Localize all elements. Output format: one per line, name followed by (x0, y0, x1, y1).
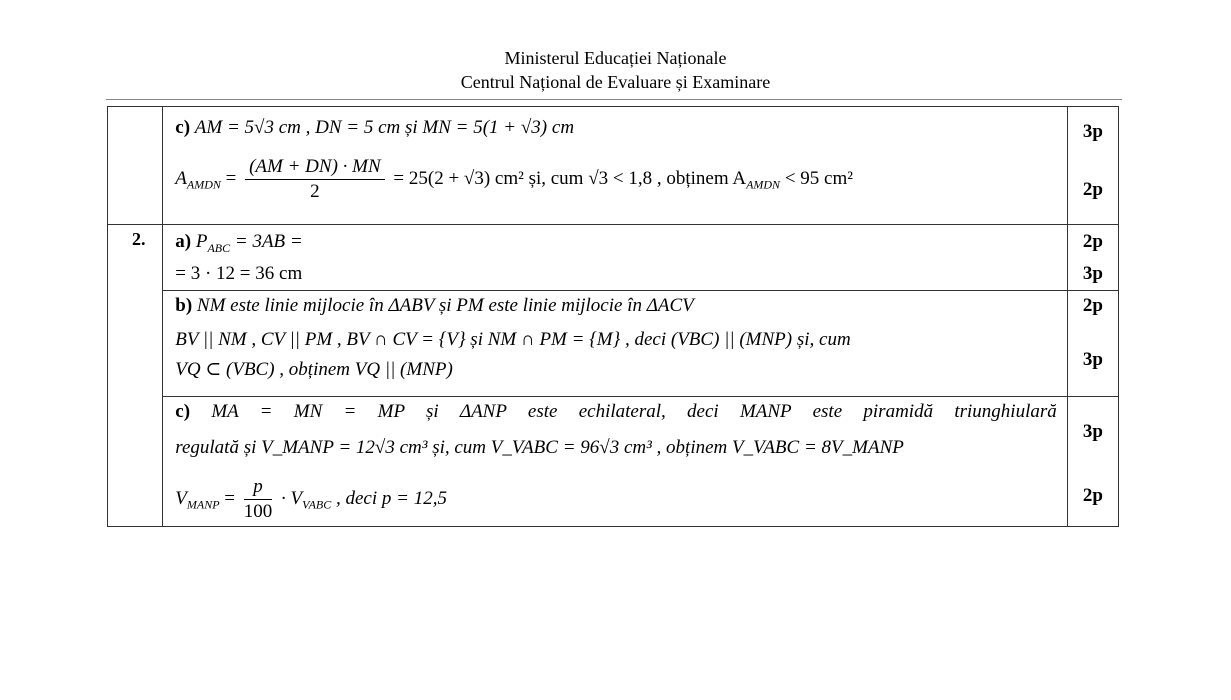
1c-fraction (245, 155, 385, 204)
2c-line1-text: MA = MN = MP și ΔANP este echilateral, deci MANP este piramidă triunghiulară (211, 401, 1057, 422)
2b-line1 (163, 293, 1066, 319)
1c-line1 (163, 115, 1066, 141)
row-2a (108, 225, 1119, 291)
row-2c (108, 397, 1119, 527)
cell-problem-number (108, 225, 163, 527)
2c-end: , deci p = 12,5 (335, 487, 447, 509)
2c-points-1: 3p (1082, 421, 1103, 442)
2a-p-sub: ABC (207, 240, 231, 255)
2a-line1 (163, 229, 1066, 261)
2c-points-2: 2p (1082, 485, 1103, 506)
cell-2a-points (1067, 225, 1118, 291)
2c-v-sub: MANP (186, 497, 220, 512)
2c-line3: $V_{MANP}$ = $\frac{p}{100}$ · $V_{VABC}$ , deci p = 12,5 (175, 476, 447, 522)
cell-1c-points (1067, 107, 1118, 225)
2a-line1-rest: = 3AB = (234, 231, 303, 252)
2c-label: c) (175, 401, 191, 422)
header-ministry: Ministerul Educației Naționale (504, 48, 727, 68)
1c-lhs: A (175, 167, 187, 189)
1c-rhs-sub: AMDN (746, 177, 781, 192)
cell-2b-body (163, 291, 1067, 397)
2a-points-2: 3p (1082, 263, 1103, 284)
2c-rest: · V (281, 487, 303, 509)
row-2b (108, 291, 1119, 397)
header-center: Centrul Național de Evaluare și Examinare (460, 72, 771, 92)
2a-label: a) (175, 231, 192, 252)
2c-rest-sub: VABC (302, 497, 332, 512)
1c-points-2: 2p (1082, 179, 1103, 200)
1c-frac-top: (AM + DN) · MN (245, 155, 385, 180)
1c-rhs-end: < 95 cm² (784, 167, 853, 189)
cell-2a-body (163, 225, 1067, 291)
document-header (0, 46, 1231, 94)
1c-label: c) (175, 117, 191, 138)
2c-line1 (163, 399, 1066, 425)
2a-line2: = 3 · 12 = 36 cm (175, 262, 303, 284)
2b-line3: VQ ⊂ (VBC) , obținem VQ || (MNP) (175, 359, 453, 380)
cell-number-empty (108, 107, 163, 225)
2b-points-2: 3p (1082, 349, 1103, 370)
2b-label: b) (175, 295, 193, 316)
1c-line1-text: AM = 5√3 cm , DN = 5 cm și MN = 5(1 + √3) cm (194, 117, 575, 138)
2a-points-1: 2p (1082, 231, 1103, 252)
1c-points-1: 3p (1082, 121, 1103, 142)
2c-frac-bot: 100 (243, 501, 273, 522)
2c-line2: regulată și V_MANP = 12√3 cm³ și, cum V_VABC = 96√3 cm³ , obținem V_VABC = 8V_MANP (175, 437, 904, 458)
grading-table (107, 106, 1119, 527)
1c-lhs-sub: AMDN (186, 177, 221, 192)
cell-2c-points (1067, 397, 1118, 527)
problem-number: 2. (132, 229, 146, 249)
cell-2c-body (163, 397, 1067, 527)
cell-2b-points (1067, 291, 1118, 397)
2b-line1-text: NM este linie mijlocie în ΔABV și PM este linie mijlocie în ΔACV (196, 295, 694, 316)
1c-line2: $A_{AMDN}$ = $\frac{(AM + DN) \cdot MN}{2}$ = 25(2 + √3) cm² și, cum √3 < 1,8 , obținem $A_{AMDN} < 95$ cm² (175, 156, 853, 202)
1c-rhs: = 25(2 + √3) cm² și, cum √3 < 1,8 , obținem A (393, 167, 747, 189)
header-rule (106, 99, 1122, 100)
2c-fraction (244, 475, 273, 524)
2c-v: V (175, 487, 187, 509)
2c-frac-top: p (244, 475, 273, 500)
row-1c (108, 107, 1119, 225)
1c-frac-bot: 2 (310, 181, 320, 202)
2b-line2: BV || NM , CV || PM , BV ∩ CV = {V} și NM ∩ PM = {M} , deci (VBC) || (MNP) și, cum (175, 329, 851, 350)
2a-p: P (195, 231, 208, 252)
cell-1c-body (163, 107, 1067, 225)
2b-points-1: 2p (1082, 295, 1103, 316)
